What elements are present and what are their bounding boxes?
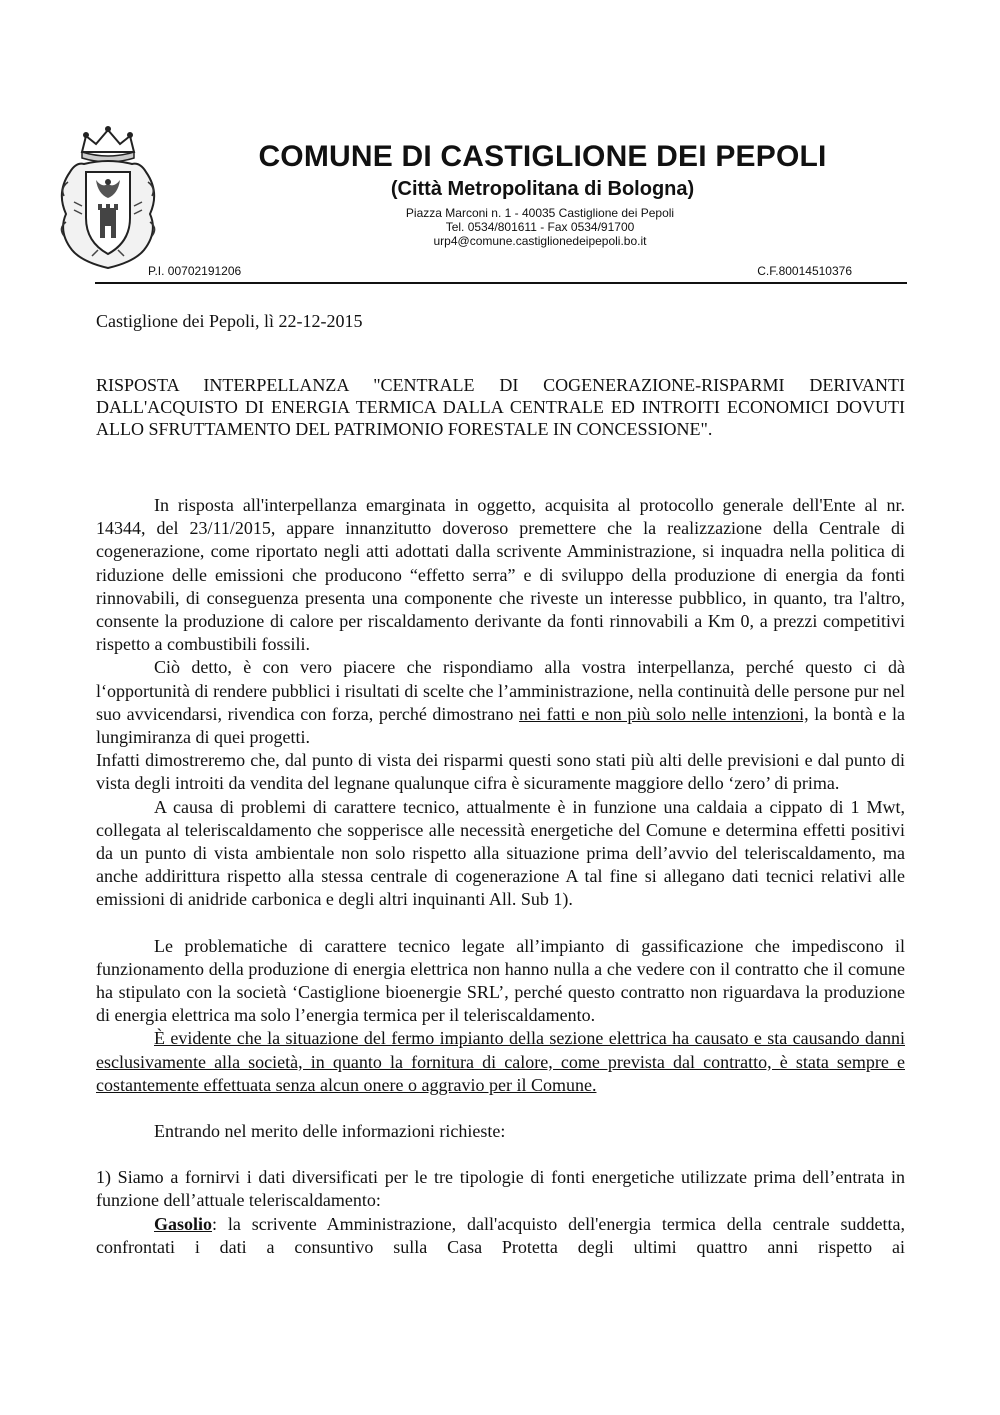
paragraph-text: : la scrivente Amministrazione, dall'acquisto dell'energia termica della centrale suddetta, confrontati i dati a consuntivo sulla Casa Protetta degli ultimi quattro anni rispetto ai: [96, 1213, 905, 1257]
body-paragraph: [96, 1027, 905, 1097]
place-date: Castiglione dei Pepoli, lì 22-12-2015: [96, 311, 363, 331]
gasolio-label: Gasolio: [154, 1213, 213, 1234]
municipality-phone: Tel. 0534/801611 - Fax 0534/91700: [445, 220, 635, 234]
body-paragraph: In risposta all'interpellanza emarginata in oggetto, acquisita al protocollo generale dell'Ente al nr. 14344, del 23/11/2015, appare innanzitutto doveroso premettere che la realizzazione della Centrale di cogenerazione, come riportato negli atti adottati dalla scrivente Amministrazione, si inquadra nella politica di riduzione delle emissioni che producono “effetto serra” e di sviluppo della produzione di energia da fonti rinnovabili, di conseguenza presenta una componente che riveste un interesse pubblico, in quanto, tra l'altro, consente la produzione di calore per riscaldamento derivante da fonti rinnovabili a Km 0, a prezzi competitivi rispetto a combustibili fossili.: [96, 495, 905, 655]
body-paragraph: Le problematiche di carattere tecnico legate all’impianto di gassificazione che impediscono il funzionamento della produzione di energia elettrica non hanno nulla a che vedere con il contratto che il comune ha stipulato con la società ‘Castiglione bioenergie SRL’, perché questo contratto non riguardava la produzione di energia elettrica ma solo l’energia termica per il teleriscaldamento.: [96, 935, 905, 1026]
municipality-title: COMUNE DI CASTIGLIONE DEI PEPOLI: [258, 140, 827, 173]
municipality-subtitle: (Città Metropolitana di Bologna): [390, 178, 695, 200]
document-body: [96, 494, 905, 1259]
body-paragraph: [96, 656, 905, 749]
municipality-email: urp4@comune.castiglionedeipepoli.bo.it: [433, 234, 647, 248]
document-subject: RISPOSTA INTERPELLANZA "CENTRALE DI COGENERAZIONE-RISPARMI DERIVANTI DALL'ACQUISTO DI ENERGIA TERMICA DALLA CENTRALE ED INTROITI ECONOMICI DOVUTI ALLO SFRUTTAMENTO DEL PATRIMONIO FORESTALE IN CONCESSIONE".: [96, 375, 905, 439]
underlined-paragraph: È evidente che la situazione del fermo impianto della sezione elettrica ha causato e sta causando danni esclusivamente alla società, in quanto la fornitura di calore, come prevista dal contratto, è stata sempre e costantemente effettuata senza alcun onere o aggravio per il Comune.: [96, 1028, 905, 1095]
paragraph-text: Ciò detto, è con vero piacere che rispondiamo alla vostra interpellanza, perché questo ci dà l‘opportunità di rendere pubblici i risultati di scelte che l’amministrazione, nella continuità delle persone pur nel suo avvicendarsi, rivendica con forza, perché dimostrano: [96, 657, 905, 724]
underlined-phrase: nei fatti e non più solo nelle intenzioni,: [519, 703, 809, 724]
codice-fiscale: C.F.80014510376: [757, 264, 852, 278]
body-paragraph: Entrando nel merito delle informazioni richieste:: [154, 1121, 506, 1142]
body-paragraph: Infatti dimostreremo che, dal punto di vista dei risparmi questi sono stati più alti delle previsioni e dal punto di vista degli introiti da vendita del legnane qualunque cifra è sicuramente maggiore dello ‘zero’ di prima.: [96, 750, 905, 794]
municipal-crest-icon: [52, 122, 164, 272]
body-paragraph: A causa di problemi di carattere tecnico, attualmente è in funzione una caldaia a cippato di 1 Mwt, collegata al teleriscaldamento che sopperisce alle necessità energetiche del Comune e determina effetti positivi da un punto di vista ambientale non solo rispetto alla situazione prima dell’avvio del teleriscaldamento, ma anche addirittura rispetto alla stessa centrale di cogenerazione A tal fine si allegano dati tecnici relativi alle emissioni di anidride carbonica e degli altri inquinanti All. Sub 1).: [96, 796, 905, 910]
municipality-address: Piazza Marconi n. 1 - 40035 Castiglione dei Pepoli: [405, 206, 675, 220]
paragraph-text: la bontà e la lungimiranza di quei progetti.: [96, 703, 906, 748]
body-paragraph: 1) Siamo a fornirvi i dati diversificati per le tre tipologie di fonti energetiche utilizzate prima dell’entrata in funzione dell’attuale teleriscaldamento:: [96, 1167, 905, 1211]
body-paragraph: [96, 1213, 905, 1259]
header-divider: [95, 282, 907, 284]
partita-iva: P.I. 00702191206: [148, 264, 242, 278]
